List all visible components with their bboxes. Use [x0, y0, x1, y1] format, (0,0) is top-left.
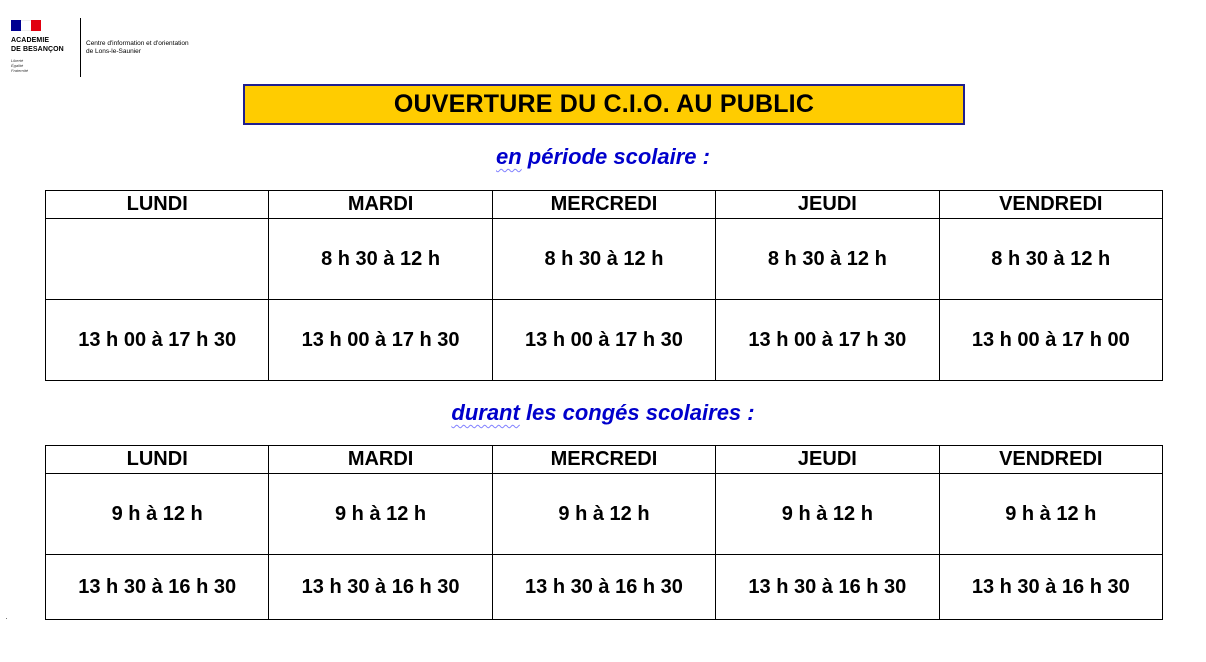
day-header-lundi: LUNDI	[46, 191, 269, 219]
afternoon-row	[46, 555, 1163, 620]
academy-name-line2: DE BESANÇON	[11, 46, 64, 53]
school-period-heading-word: en	[496, 144, 522, 169]
afternoon-cell-mercredi: 13 h 00 à 17 h 30	[492, 300, 715, 381]
academie-logo	[11, 18, 221, 78]
day-header-mercredi: MERCREDI	[492, 191, 715, 219]
cio-name	[86, 40, 189, 56]
morning-row	[46, 474, 1163, 555]
day-header-mardi: MARDI	[269, 446, 492, 474]
holidays-table	[45, 445, 1163, 620]
afternoon-cell-lundi: 13 h 00 à 17 h 30	[46, 300, 269, 381]
day-header-vendredi: VENDREDI	[939, 191, 1162, 219]
morning-cell-vendredi: 8 h 30 à 12 h	[939, 219, 1162, 300]
academy-name	[11, 36, 64, 54]
day-header-vendredi: VENDREDI	[939, 446, 1162, 474]
morning-cell-lundi: 9 h à 12 h	[46, 474, 269, 555]
academy-name-line1: ACADEMIE	[11, 37, 50, 44]
table-header-row	[46, 191, 1163, 219]
afternoon-cell-mercredi: 13 h 30 à 16 h 30	[492, 555, 715, 620]
holidays-heading	[0, 400, 1206, 426]
morning-cell-jeudi: 9 h à 12 h	[716, 474, 939, 555]
afternoon-cell-jeudi: 13 h 00 à 17 h 30	[716, 300, 939, 381]
morning-row	[46, 219, 1163, 300]
logo-divider	[80, 18, 81, 77]
holidays-heading-word: durant	[451, 400, 520, 425]
holidays-heading-rest: les congés scolaires :	[519, 400, 755, 425]
cio-name-line2: de Lons-le-Saunier	[86, 48, 141, 55]
motto-liberte: Liberté	[11, 58, 24, 63]
day-header-mardi: MARDI	[269, 191, 492, 219]
morning-cell-lundi	[46, 219, 269, 300]
french-flag-icon	[11, 20, 41, 31]
motto-egalite: Égalité	[11, 63, 24, 68]
cio-name-line1: Centre d'information et d'orientation	[86, 40, 189, 47]
afternoon-cell-vendredi: 13 h 30 à 16 h 30	[939, 555, 1162, 620]
day-header-mercredi: MERCREDI	[492, 446, 715, 474]
afternoon-cell-mardi: 13 h 00 à 17 h 30	[269, 300, 492, 381]
motto-fraternite: Fraternité	[11, 68, 29, 73]
morning-cell-mardi: 8 h 30 à 12 h	[269, 219, 492, 300]
stray-dot	[6, 618, 7, 619]
page-title: OUVERTURE DU C.I.O. AU PUBLIC	[393, 90, 815, 118]
afternoon-cell-jeudi: 13 h 30 à 16 h 30	[716, 555, 939, 620]
title-banner	[243, 84, 965, 125]
morning-cell-mercredi: 8 h 30 à 12 h	[492, 219, 715, 300]
afternoon-cell-lundi: 13 h 30 à 16 h 30	[46, 555, 269, 620]
morning-cell-vendredi: 9 h à 12 h	[939, 474, 1162, 555]
school-period-table	[45, 190, 1163, 381]
republic-motto	[11, 58, 28, 73]
morning-cell-jeudi: 8 h 30 à 12 h	[716, 219, 939, 300]
afternoon-cell-mardi: 13 h 30 à 16 h 30	[269, 555, 492, 620]
afternoon-row	[46, 300, 1163, 381]
school-period-heading	[0, 144, 1206, 170]
afternoon-cell-vendredi: 13 h 00 à 17 h 00	[939, 300, 1162, 381]
day-header-lundi: LUNDI	[46, 446, 269, 474]
morning-cell-mercredi: 9 h à 12 h	[492, 474, 715, 555]
day-header-jeudi: JEUDI	[716, 446, 939, 474]
morning-cell-mardi: 9 h à 12 h	[269, 474, 492, 555]
school-period-heading-rest: période scolaire :	[521, 144, 710, 169]
table-header-row	[46, 446, 1163, 474]
day-header-jeudi: JEUDI	[716, 191, 939, 219]
